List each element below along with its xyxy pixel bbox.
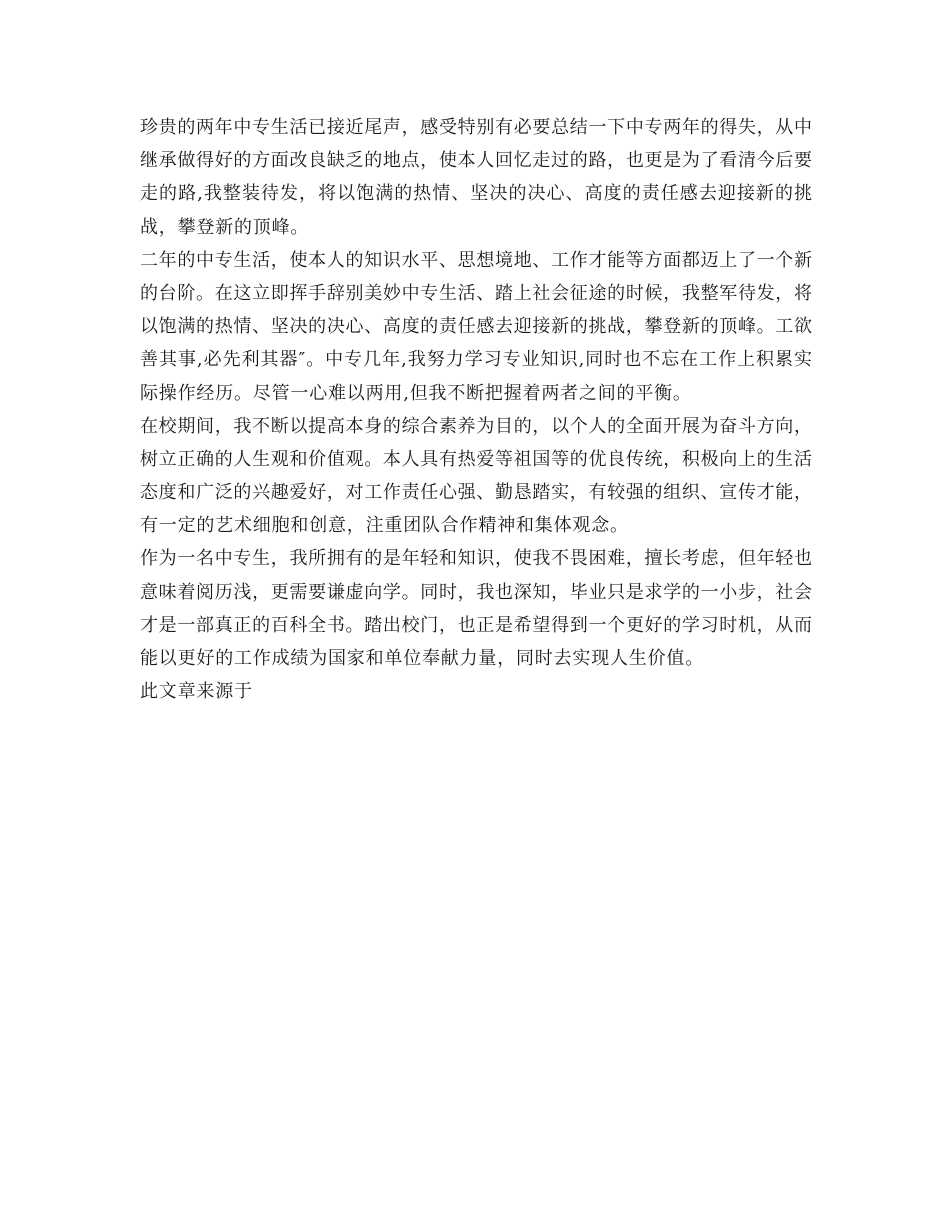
text-line: 树立正确的人生观和价值观。本人具有热爱等祖国等的优良传统，积极向上的生活: [140, 448, 812, 470]
text-line: 才是一部真正的百科全书。踏出校门，也正是希望得到一个更好的学习时机，从而: [140, 614, 812, 636]
text-line: 作为一名中专生，我所拥有的是年轻和知识，使我不畏困难，擅长考虑，但年轻也: [140, 548, 812, 570]
text-line: 有一定的艺术细胞和创意，注重团队合作精神和集体观念。: [140, 515, 629, 537]
text-line: 善其事,必先利其器″。中专几年,我努力学习专业知识,同时也不忘在工作上积累实: [140, 349, 812, 371]
text-line: 际操作经历。尽管一心难以两用,但我不断把握着两者之间的平衡。: [140, 382, 692, 404]
text-line: 珍贵的两年中专生活已接近尾声，感受特别有必要总结一下中专两年的得失，从中: [140, 117, 812, 138]
text-line: 意味着阅历浅，更需要谦虚向学。同时，我也深知，毕业只是求学的一小步，社会: [140, 581, 812, 603]
text-line: 的台阶。在这立即挥手辞别美妙中专生活、踏上社会征途的时候，我整军待发，将: [140, 282, 812, 304]
text-line: 继承做得好的方面改良缺乏的地点，使本人回忆走过的路，也更是为了看清今后要: [140, 150, 812, 172]
text-line: 在校期间，我不断以提高本身的综合素养为目的，以个人的全面开展为奋斗方向，: [140, 415, 812, 437]
text-line: 此文章来源于: [140, 681, 253, 703]
document-body: [140, 111, 812, 708]
text-line: 战，攀登新的顶峰。: [140, 216, 310, 238]
text-line: 二年的中专生活，使本人的知识水平、思想境地、工作才能等方面都迈上了一个新: [140, 249, 812, 271]
text-line: 走的路,我整装待发，将以饱满的热情、坚决的决心、高度的责任感去迎接新的挑: [140, 183, 812, 205]
text-line: 以饱满的热情、坚决的决心、高度的责任感去迎接新的挑战，攀登新的顶峰。工欲: [140, 316, 812, 338]
text-line: 能以更好的工作成绩为国家和单位奉献力量，同时去实现人生价值。: [140, 648, 704, 669]
text-line: 态度和广泛的兴趣爱好，对工作责任心强、勤恳踏实，有较强的组织、宣传才能，: [140, 482, 812, 504]
